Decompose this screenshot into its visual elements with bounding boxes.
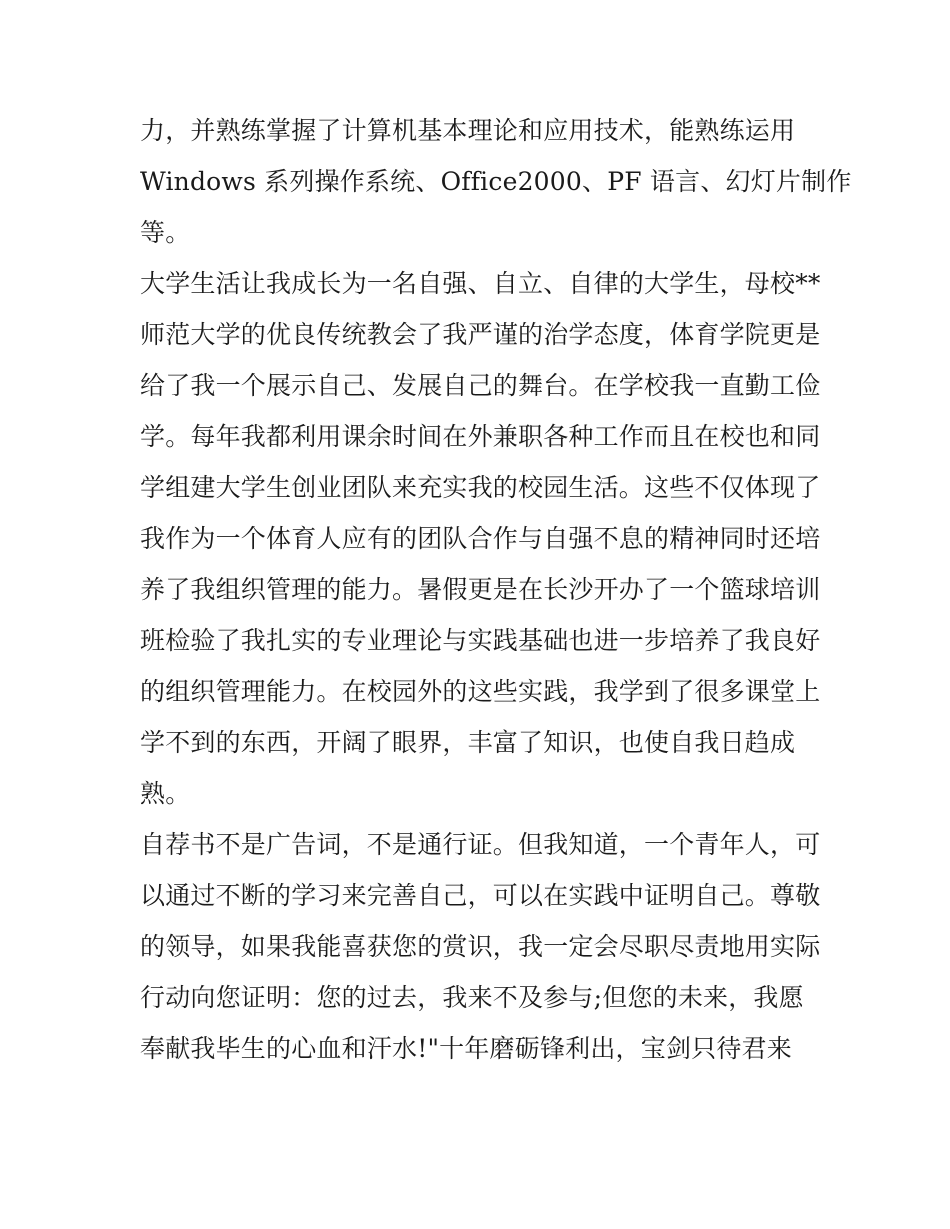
text-line: 师范大学的优良传统教会了我严谨的治学态度，体育学院更是	[140, 320, 821, 349]
text-line: 学。每年我都利用课余时间在外兼职各种工作而且在校也和同	[140, 422, 821, 451]
text-line: 学不到的东西，开阔了眼界，丰富了知识，也使自我日趋成	[140, 728, 796, 757]
text-line: 学组建大学生创业团队来充实我的校园生活。这些不仅体现了	[140, 473, 821, 502]
text-line: 行动向您证明：您的过去，我来不及参与;但您的未来，我愿	[140, 983, 804, 1012]
text-line: 养了我组织管理的能力。暑假更是在长沙开办了一个篮球培训	[140, 575, 821, 604]
text-line: 的组织管理能力。在校园外的这些实践，我学到了很多课堂上	[140, 677, 821, 706]
text-line: 力，并熟练掌握了计算机基本理论和应用技术，能熟练运用	[140, 116, 796, 145]
text-line: 自荐书不是广告词，不是通行证。但我知道，一个青年人，可	[140, 830, 821, 859]
text-line: Windows 系列操作系统、Office2000、PF 语言、幻灯片制作	[140, 167, 852, 196]
document-body	[140, 105, 852, 1074]
text-line: 给了我一个展示自己、发展自己的舞台。在学校我一直勤工俭	[140, 371, 821, 400]
text-line: 的领导，如果我能喜获您的赏识，我一定会尽职尽责地用实际	[140, 932, 821, 961]
text-line: 等。	[140, 218, 191, 247]
text-line: 班检验了我扎实的专业理论与实践基础也进一步培养了我良好	[140, 626, 821, 655]
text-line: 大学生活让我成长为一名自强、自立、自律的大学生，母校**	[140, 269, 821, 298]
text-line: 我作为一个体育人应有的团队合作与自强不息的精神同时还培	[140, 524, 821, 553]
text-line: 以通过不断的学习来完善自己，可以在实践中证明自己。尊敬	[140, 881, 821, 910]
text-line: 奉献我毕生的心血和汗水!"十年磨砺锋利出，宝剑只待君来	[140, 1034, 792, 1063]
text-line: 熟。	[140, 779, 191, 808]
